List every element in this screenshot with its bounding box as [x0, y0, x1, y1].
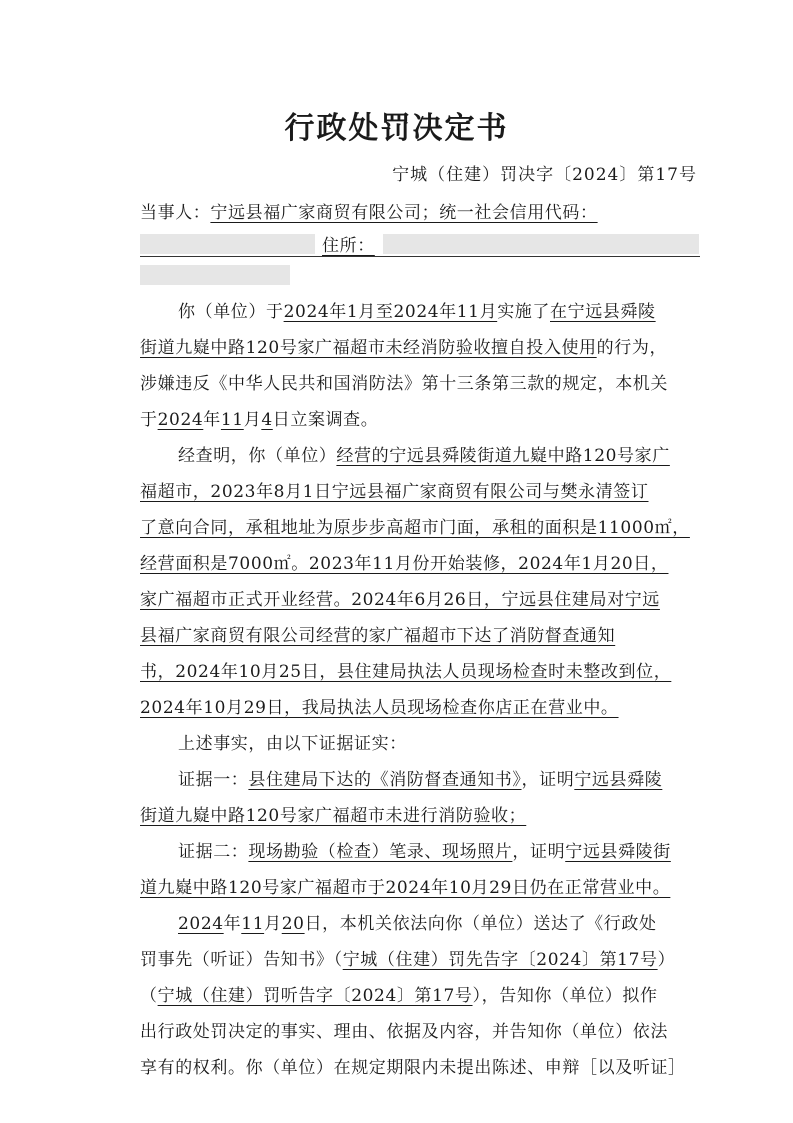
text-segment: 你（单位）于	[178, 302, 284, 322]
day-text: 20	[281, 914, 305, 934]
text-segment: ），告知你（单位）拟作	[472, 986, 658, 1006]
p2-line-2: 福超市，2023年8月1日宁远县福广家商贸有限公司与樊永清签订	[140, 482, 649, 502]
p2-line-8: 2024年10月29日，我局执法人员现场检查你店正在营业中。	[140, 698, 619, 718]
date-range: 2024年1月至2024年11月	[283, 302, 498, 322]
p2-line-7: 书，2024年10月25日，县住建局执法人员现场检查时未整改到位，	[140, 662, 672, 682]
finding-text: 经营的宁远县舜陵街道九嶷中路120号家广	[336, 446, 670, 466]
p3-line: 上述事实，由以下证据证实：	[178, 734, 407, 754]
evidence1-line-2: 街道九嶷中路120号家广福超市未进行消防验收；	[140, 806, 527, 826]
text-segment: 的行为，	[596, 338, 668, 358]
party-name: 宁远县福广家商贸有限公司；统一社会信用代码：	[210, 203, 598, 223]
text-segment: 罚事先（听证）告知书》（	[140, 950, 343, 970]
evidence-item: 县住建局下达的《消防督查通知书》	[248, 770, 522, 790]
party-label: 当事人：	[140, 203, 211, 223]
p4-line-2	[140, 950, 700, 970]
notice-number: 宁城（住建）罚先告字〔2024〕第17号	[342, 950, 658, 970]
text-segment: （	[140, 986, 158, 1006]
evidence-proof: 宁远县舜陵街	[565, 842, 671, 862]
document-title: 行政处罚决定书	[284, 111, 509, 146]
p4-line-3	[140, 986, 700, 1006]
evidence-label: 证据一：	[178, 770, 249, 790]
p1-line-2	[140, 338, 700, 358]
text-segment: ）	[657, 950, 676, 970]
text-segment: 于	[140, 410, 158, 430]
p4-line-4: 出行政处罚决定的事实、理由、依据及内容，并告知你（单位）依法	[140, 1022, 668, 1042]
hearing-notice-number: 宁城（住建）罚听告字〔2024〕第17号	[157, 986, 473, 1006]
evidence2-line-1	[178, 842, 700, 862]
text-segment: 经查明，你（单位）	[178, 446, 337, 466]
day-text: 4	[261, 410, 273, 430]
month-text: 11	[241, 914, 265, 934]
year-text: 2024	[157, 410, 204, 430]
evidence-proof: 宁远县舜陵	[574, 770, 663, 790]
p1-line-4	[140, 410, 700, 430]
redacted-address	[383, 234, 699, 254]
text-segment: 实施了	[497, 302, 550, 322]
year-text: 2024	[178, 914, 224, 934]
evidence-label: 证据二：	[178, 842, 249, 862]
text-segment: ，证明	[512, 842, 566, 862]
p2-line-6: 县福广家商贸有限公司经营的家广福超市下达了消防督查通知	[140, 626, 616, 646]
address-label: 住所：	[322, 236, 375, 256]
p1-line-1	[178, 302, 700, 322]
address-label-line	[322, 236, 382, 256]
text-segment: 年	[203, 410, 221, 430]
text-segment: 月	[243, 410, 262, 430]
p2-line-5: 家广福超市正式开业经营。2024年6月26日，宁远县住建局对宁远	[140, 590, 660, 610]
month-text: 11	[220, 410, 244, 430]
text-segment: 日立案调查。	[272, 410, 379, 430]
location-text: 在宁远县舜陵	[550, 302, 656, 322]
text-segment: ，证明	[521, 770, 575, 790]
p2-line-1	[178, 446, 700, 466]
text-segment: 日，本机关依法向你（单位）送达了《行政处	[304, 914, 657, 934]
text-segment: 月	[264, 914, 282, 934]
p2-line-4: 经营面积是7000㎡。2023年11月份开始装修，2024年1月20日，	[140, 554, 669, 574]
violation-text: 街道九嶷中路120号家广福超市未经消防验收擅自投入使用	[140, 338, 597, 358]
underline-rule	[140, 256, 700, 257]
party-line	[140, 203, 700, 223]
redacted-address-cont	[140, 265, 290, 285]
p4-line-1	[178, 914, 700, 934]
redacted-credit-code	[140, 234, 315, 254]
p2-line-3: 了意向合同，承租地址为原步步高超市门面，承租的面积是11000㎡，	[140, 518, 690, 538]
evidence1-line-1	[178, 770, 700, 790]
p1-line-3: 涉嫌违反《中华人民共和国消防法》第十三条第三款的规定，本机关	[140, 374, 668, 394]
evidence2-line-2: 道九嶷中路120号家广福超市于2024年10月29日仍在正常营业中。	[140, 878, 671, 898]
text-segment: 年	[223, 914, 242, 934]
p4-line-5: 享有的权利。你（单位）在规定期限内未提出陈述、申辩［以及听证］	[140, 1058, 686, 1078]
document-number: 宁城（住建）罚决字〔2024〕第17号	[392, 165, 697, 185]
evidence-item: 现场勘验（检查）笔录、现场照片	[248, 842, 513, 862]
